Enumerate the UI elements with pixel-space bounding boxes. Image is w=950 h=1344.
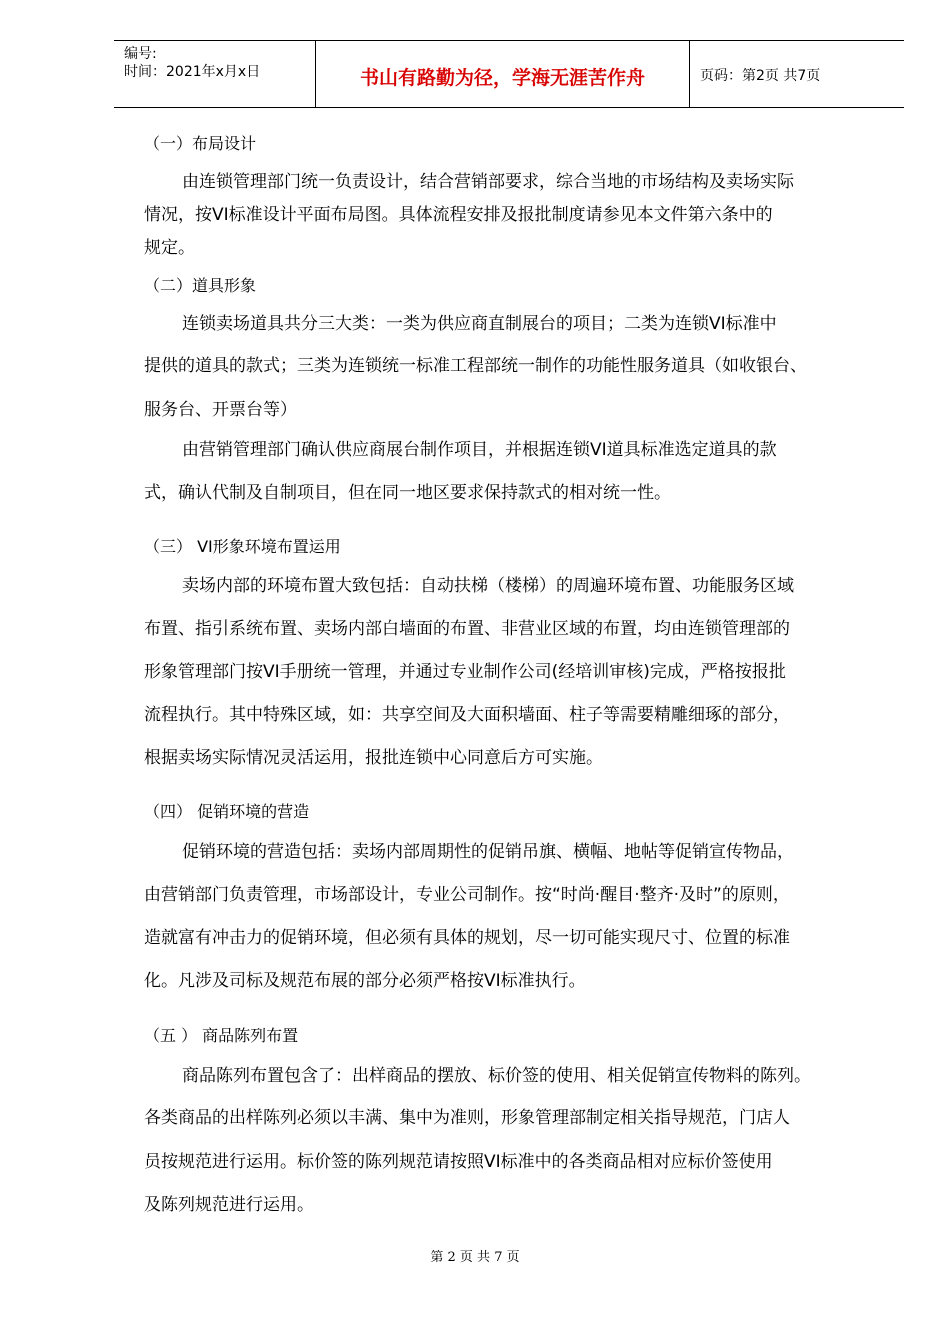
paragraph-line: 情况，按VI标准设计平面布局图。具体流程安排及报批制度请参见本文件第六条中的 bbox=[144, 205, 773, 225]
paragraph-line: 根据卖场实际情况灵活运用，报批连锁中心同意后方可实施。 bbox=[144, 748, 603, 768]
paragraph-line: 连锁卖场道具共分三大类：一类为供应商直制展台的项目；二类为连锁VI标准中 bbox=[182, 314, 777, 334]
paragraph-line: 规定。 bbox=[144, 238, 195, 258]
paragraph-line: 化。凡涉及司标及规范布展的部分必须严格按VI标准执行。 bbox=[144, 971, 586, 991]
header-motto-cell bbox=[316, 41, 690, 107]
paragraph-line: 商品陈列布置包含了：出样商品的摆放、标价签的使用、相关促销宣传物料的陈列。 bbox=[182, 1066, 811, 1086]
header-page-info: 页码：第2页 共7页 bbox=[700, 68, 821, 84]
paragraph-line: 流程执行。其中特殊区域，如：共享空间及大面积墙面、柱子等需要精雕细琢的部分， bbox=[144, 705, 790, 725]
paragraph-line: 提供的道具的款式；三类为连锁统一标准工程部统一制作的功能性服务道具（如收银台、 bbox=[144, 356, 807, 376]
section-heading: （四） 促销环境的营造 bbox=[144, 802, 310, 821]
paragraph-line: 服务台、开票台等） bbox=[144, 400, 297, 420]
paragraph-line: 形象管理部门按VI手册统一管理，并通过专业制作公司(经培训审核)完成，严格按报批 bbox=[144, 662, 786, 682]
section-heading: （一）布局设计 bbox=[144, 134, 257, 153]
paragraph-line: 由连锁管理部门统一负责设计，结合营销部要求，综合当地的市场结构及卖场实际 bbox=[182, 172, 794, 192]
header-motto: 书山有路勤为径，学海无涯苦作舟 bbox=[359, 67, 645, 89]
header-info-cell bbox=[114, 41, 316, 107]
paragraph-line: 布置、指引系统布置、卖场内部白墙面的布置、非营业区域的布置，均由连锁管理部的 bbox=[144, 619, 790, 639]
paragraph-line: 式，确认代制及自制项目，但在同一地区要求保持款式的相对统一性。 bbox=[144, 483, 671, 503]
header-page-cell bbox=[690, 41, 904, 107]
page-footer: 第 2 页 共 7 页 bbox=[430, 1250, 520, 1265]
paragraph-line: 员按规范进行运用。标价签的陈列规范请按照VI标准中的各类商品相对应标价签使用 bbox=[144, 1152, 773, 1172]
paragraph-line: 由营销管理部门确认供应商展台制作项目，并根据连锁VI道具标准选定道具的款 bbox=[182, 440, 777, 460]
paragraph-line: 及陈列规范进行运用。 bbox=[144, 1195, 314, 1215]
paragraph-line: 卖场内部的环境布置大致包括：自动扶梯（楼梯）的周遍环境布置、功能服务区域 bbox=[182, 576, 794, 596]
document-number-label: 编号: bbox=[124, 46, 157, 62]
paragraph-line: 促销环境的营造包括：卖场内部周期性的促销吊旗、横幅、地帖等促销宣传物品， bbox=[182, 842, 794, 862]
section-heading: （五 ） 商品陈列布置 bbox=[144, 1026, 299, 1045]
paragraph-line: 由营销部门负责管理，市场部设计，专业公司制作。按“时尚·醒目·整齐·及时”的原则， bbox=[144, 885, 790, 905]
document-time-label: 时间：2021年x月x日 bbox=[124, 64, 261, 80]
section-heading: （二）道具形象 bbox=[144, 276, 257, 295]
paragraph-line: 造就富有冲击力的促销环境，但必须有具体的规划，尽一切可能实现尺寸、位置的标准 bbox=[144, 928, 790, 948]
paragraph-line: 各类商品的出样陈列必须以丰满、集中为准则，形象管理部制定相关指导规范，门店人 bbox=[144, 1108, 790, 1128]
document-header bbox=[114, 40, 904, 108]
section-heading: （三） VI形象环境布置运用 bbox=[144, 537, 341, 556]
